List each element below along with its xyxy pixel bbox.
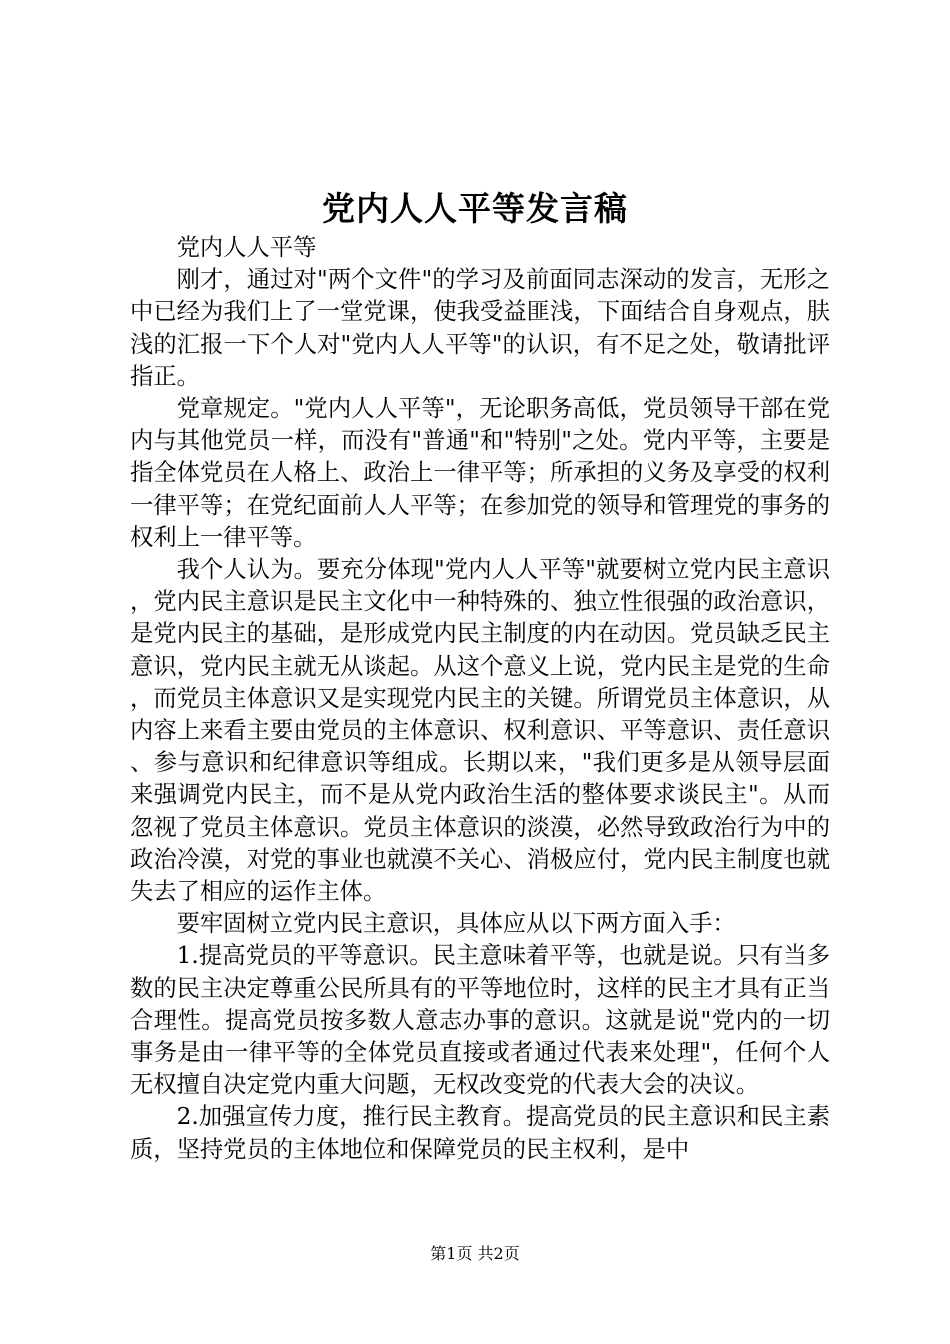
paragraph-point-1: 1.提高党员的平等意识。民主意味着平等，也就是说。只有当多数的民主决定尊重公民所具有的平等地位时，这样的民主才具有正当合理性。提高党员按多数人意志办事的意识。这就是说"党内的一切事务是由一律平等的全体党员直接或者通过代表来处理"，任何个人无权擅自决定党内重大问题，无权改变党的代表大会的决议。 [130,942,830,1099]
paragraph-two-aspects: 要牢固树立党内民主意识，具体应从以下两方面入手： [176,910,736,938]
paragraph-party-constitution: 党章规定。"党内人人平等"，无论职务高低，党员领导干部在党内与其他党员一样，而没有"普通"和"特别"之处。党内平等，主要是指全体党员在人格上、政治上一律平等；所承担的义务及享受的权利一律平等；在党纪面前人人平等；在参加党的领导和管理党的事务的权利上一律平等。 [130,395,830,551]
document-body [130,232,830,1166]
page-number-footer: 第1页 共2页 [430,1244,520,1263]
paragraph-subtitle: 党内人人平等 [176,234,317,261]
paragraph-intro: 刚才，通过对"两个文件"的学习及前面同志深动的发言，无形之中已经为我们上了一堂党课，使我受益匪浅，下面结合自身观点，肤浅的汇报一下个人对"党内人人平等"的认识，有不足之处，敬请批评指正。 [130,266,830,390]
paragraph-personal-view: 我个人认为。要充分体现"党内人人平等"就要树立党内民主意识，党内民主意识是民主文化中一种特殊的、独立性很强的政治意识，是党内民主的基础，是形成党内民主制度的内在动因。党员缺乏民主意识，党内民主就无从谈起。从这个意义上说，党内民主是党的生命，而党员主体意识又是实现党内民主的关键。所谓党员主体意识，从内容上来看主要由党员的主体意识、权利意识、平等意识、责任意识、参与意识和纪律意识等组成。长期以来，"我们更多是从领导层面来强调党内民主，而不是从党内政治生活的整体要求谈民主"。从而忽视了党员主体意识。党员主体意识的淡漠，必然导致政治行为中的政治冷漠，对党的事业也就漠不关心、消极应付，党内民主制度也就失去了相应的运作主体。 [130,556,830,906]
document-title: 党内人人平等发言稿 [322,189,628,228]
paragraph-point-2: 2.加强宣传力度，推行民主教育。提高党员的民主意识和民主素质，坚持党员的主体地位和保障党员的民主权利，是中 [130,1103,830,1163]
